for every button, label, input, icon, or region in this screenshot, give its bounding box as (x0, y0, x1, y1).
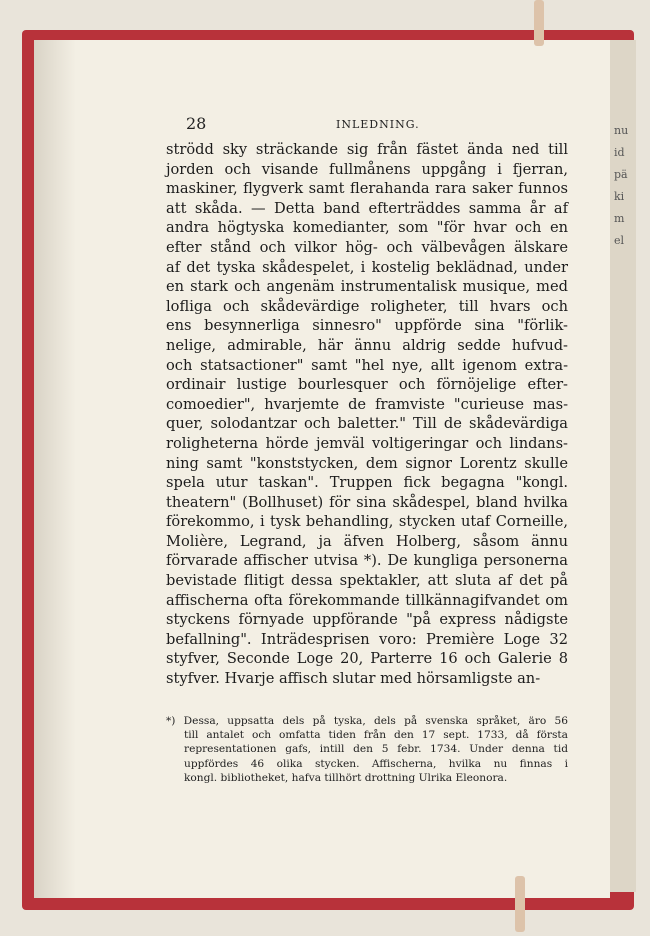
body-line: andra högtyska komedianter, som "för hvar och en (166, 219, 568, 237)
body-line: comoedier", hvarjemte de framviste "curieuse mas- (166, 395, 568, 413)
footnote (166, 714, 568, 785)
body-line: ordinair lustige bourlesquer och förnöjelige efter- (166, 376, 568, 394)
body-line: Molière, Legrand, ja äfven Holberg, såsom ännu (166, 532, 568, 550)
body-line: spela utur taskan". Truppen fick begagna "kongl. (166, 474, 568, 492)
body-line: befallning". Inträdesprisen voro: Première Loge 32 (166, 630, 568, 648)
bookmark-ribbon-top (534, 0, 544, 46)
body-line: att skåda. — Detta band efterträddes samma år af (166, 199, 568, 217)
body-line: jorden och visande fullmånens uppgång i fjerran, (166, 160, 568, 178)
page-gutter (34, 40, 76, 898)
body-line: af det tyska skådespelet, i kostelig beklädnad, under (166, 258, 568, 276)
body-line: en stark och angenäm instrumentalisk musique, med (166, 278, 568, 296)
body-line: efter stånd och vilkor hög- och välbevågen älskare (166, 238, 568, 256)
body-line: förvarade affischer utvisa *). De kungliga personerna (166, 552, 568, 570)
body-line: ning samt "konststycken, dem signor Lorentz skulle (166, 454, 568, 472)
body-line: theatern" (Bollhuset) för sina skådespel, bland hvilka (166, 493, 568, 511)
body-line: förekommo, i tysk behandling, stycken utaf Corneille, (166, 513, 568, 531)
page-header (186, 114, 596, 134)
body-line: ens besynnerliga sinnesro" uppförde sina "förlik- (166, 317, 568, 335)
footnote-line: representationen gafs, intill den 5 febr. 1734. Under denna tid (184, 743, 568, 756)
body-line: lofliga och skådevärdige roligheter, till hvars och (166, 297, 568, 315)
footnote-line: *) Dessa, uppsatta dels på tyska, dels på svenska språket, äro 56 (166, 715, 568, 727)
body-line: strödd sky sträckande sig från fästet ända ned till (166, 141, 568, 158)
body-line: styfver. Hvarje affisch slutar med hörsamligste an- (166, 670, 541, 688)
body-line: affischerna ofta förekommande tillkännagifvandet om (166, 591, 568, 609)
bookmark-ribbon-bottom (515, 876, 525, 932)
footnote-line: kongl. bibliotheket, hafva tillhört drottning Ulrika Eleonora. (184, 771, 508, 784)
body-line: och statsactioner" samt "hel nye, allt igenom extra- (166, 356, 568, 374)
body-line: styckens förnyade uppförande "på express nådigste (166, 611, 568, 629)
next-page-glimpse: nu id pä ki m el (614, 124, 629, 247)
body-line: nelige, admirable, här ännu aldrig sedde hufvud- (166, 336, 568, 354)
body-line: roligheterna hörde jemväl voltigeringar och lindans- (166, 434, 568, 452)
body-line: maskiner, flygverk samt flerahanda rara saker funnos (166, 180, 568, 198)
body-line: styfver, Seconde Loge 20, Parterre 16 och Galerie 8 (166, 650, 568, 668)
body-text (166, 140, 568, 689)
footnote-line: till antalet och omfatta tiden från den 17 sept. 1733, då första (184, 729, 568, 742)
running-head: INLEDNING. (336, 118, 420, 131)
body-line: quer, solodantzar och baletter." Till de skådevärdiga (166, 415, 568, 433)
page-number: 28 (186, 114, 207, 133)
body-line: bevistade flitigt dessa spektakler, att sluta af det på (166, 572, 568, 590)
footnote-line: uppfördes 46 olika stycken. Affischerna, hvilka nu finnas i (184, 757, 568, 770)
